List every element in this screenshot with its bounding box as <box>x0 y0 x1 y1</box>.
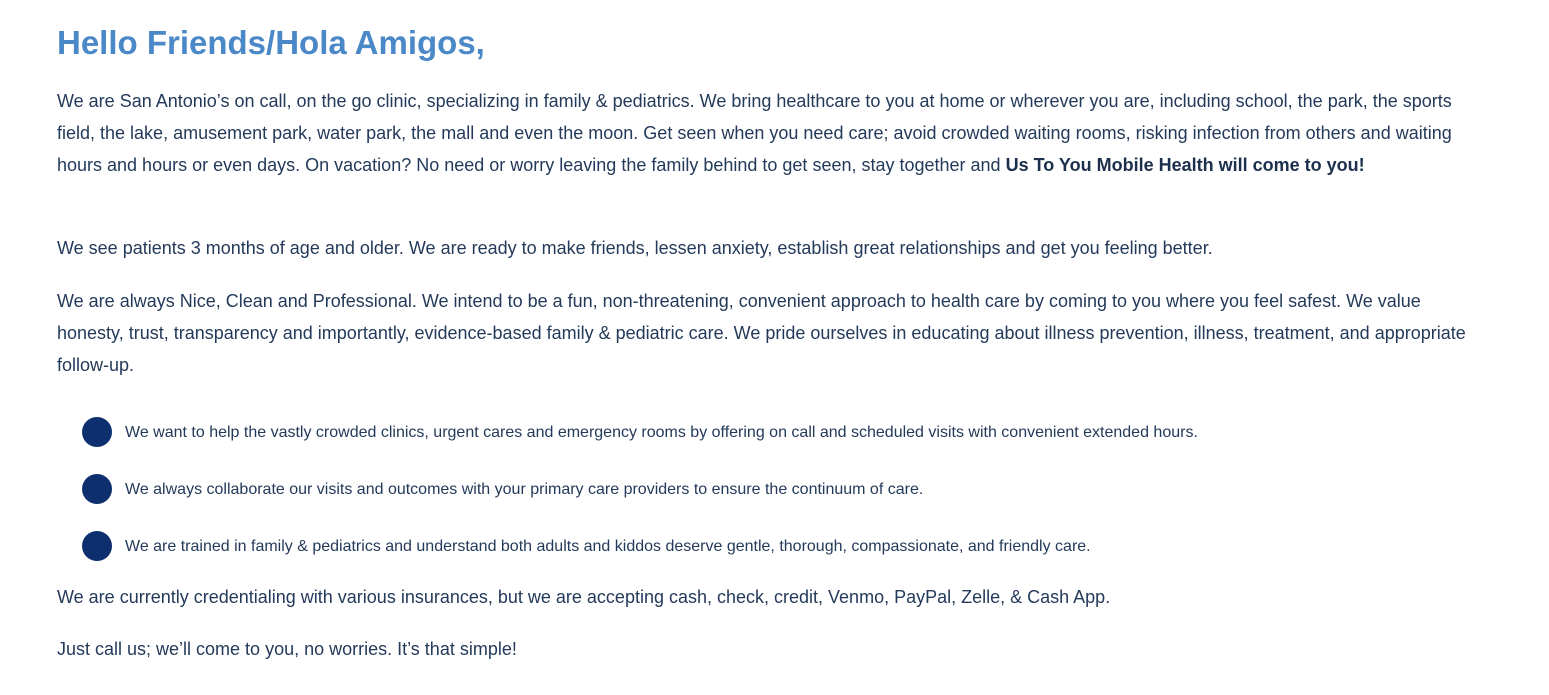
payment-paragraph: We are currently credentialing with various insurances, but we are accepting cash, check, credit, Venmo, PayPal, Zelle, & Cash App. <box>57 587 1111 607</box>
intro-text: We are San Antonio’s on call, on the go clinic, specializing in family & pediatrics. We bring healthcare to you at home or wherever you are, including school, the park, the sports field, the lake, amusement park, water park, the mall and even the moon. Get seen when you need care; avoid crowded waiting rooms, risking infection from others and waiting hours and hours or even days. On vacation? No need or worry leaving the family behind to get seen, stay together and <box>57 91 1452 175</box>
intro-paragraph <box>57 85 1477 181</box>
age-paragraph: We see patients 3 months of age and older. We are ready to make friends, lessen anxiety, establish great relationships and get you feeling better. <box>57 238 1213 258</box>
list-item-text: We are trained in family & pediatrics and understand both adults and kiddos deserve gentle, thorough, compassionate, and friendly care. <box>125 538 1091 555</box>
bullet-circle-icon <box>82 531 112 561</box>
closing-paragraph: Just call us; we’ll come to you, no worries. It’s that simple! <box>57 639 517 659</box>
bullet-circle-icon <box>82 417 112 447</box>
list-item <box>82 474 1382 531</box>
list-item-text: We want to help the vastly crowded clinics, urgent cares and emergency rooms by offering on call and scheduled visits with convenient extended hours. <box>125 424 1198 441</box>
page-title: Hello Friends/Hola Amigos, <box>57 24 485 61</box>
intro-bold-text: Us To You Mobile Health will come to you! <box>1005 155 1365 175</box>
services-list <box>82 417 1382 588</box>
bullet-circle-icon <box>82 474 112 504</box>
list-item <box>82 531 1382 588</box>
list-item-text: We always collaborate our visits and outcomes with your primary care providers to ensure the continuum of care. <box>125 481 924 498</box>
values-paragraph: We are always Nice, Clean and Professional. We intend to be a fun, non-threatening, convenient approach to health care by coming to you where you feel safest. We value honesty, trust, transparency and importantly, evidence-based family & pediatric care. We pride ourselves in educating about illness prevention, illness, treatment, and appropriate follow-up. <box>57 291 1466 375</box>
list-item <box>82 417 1382 474</box>
